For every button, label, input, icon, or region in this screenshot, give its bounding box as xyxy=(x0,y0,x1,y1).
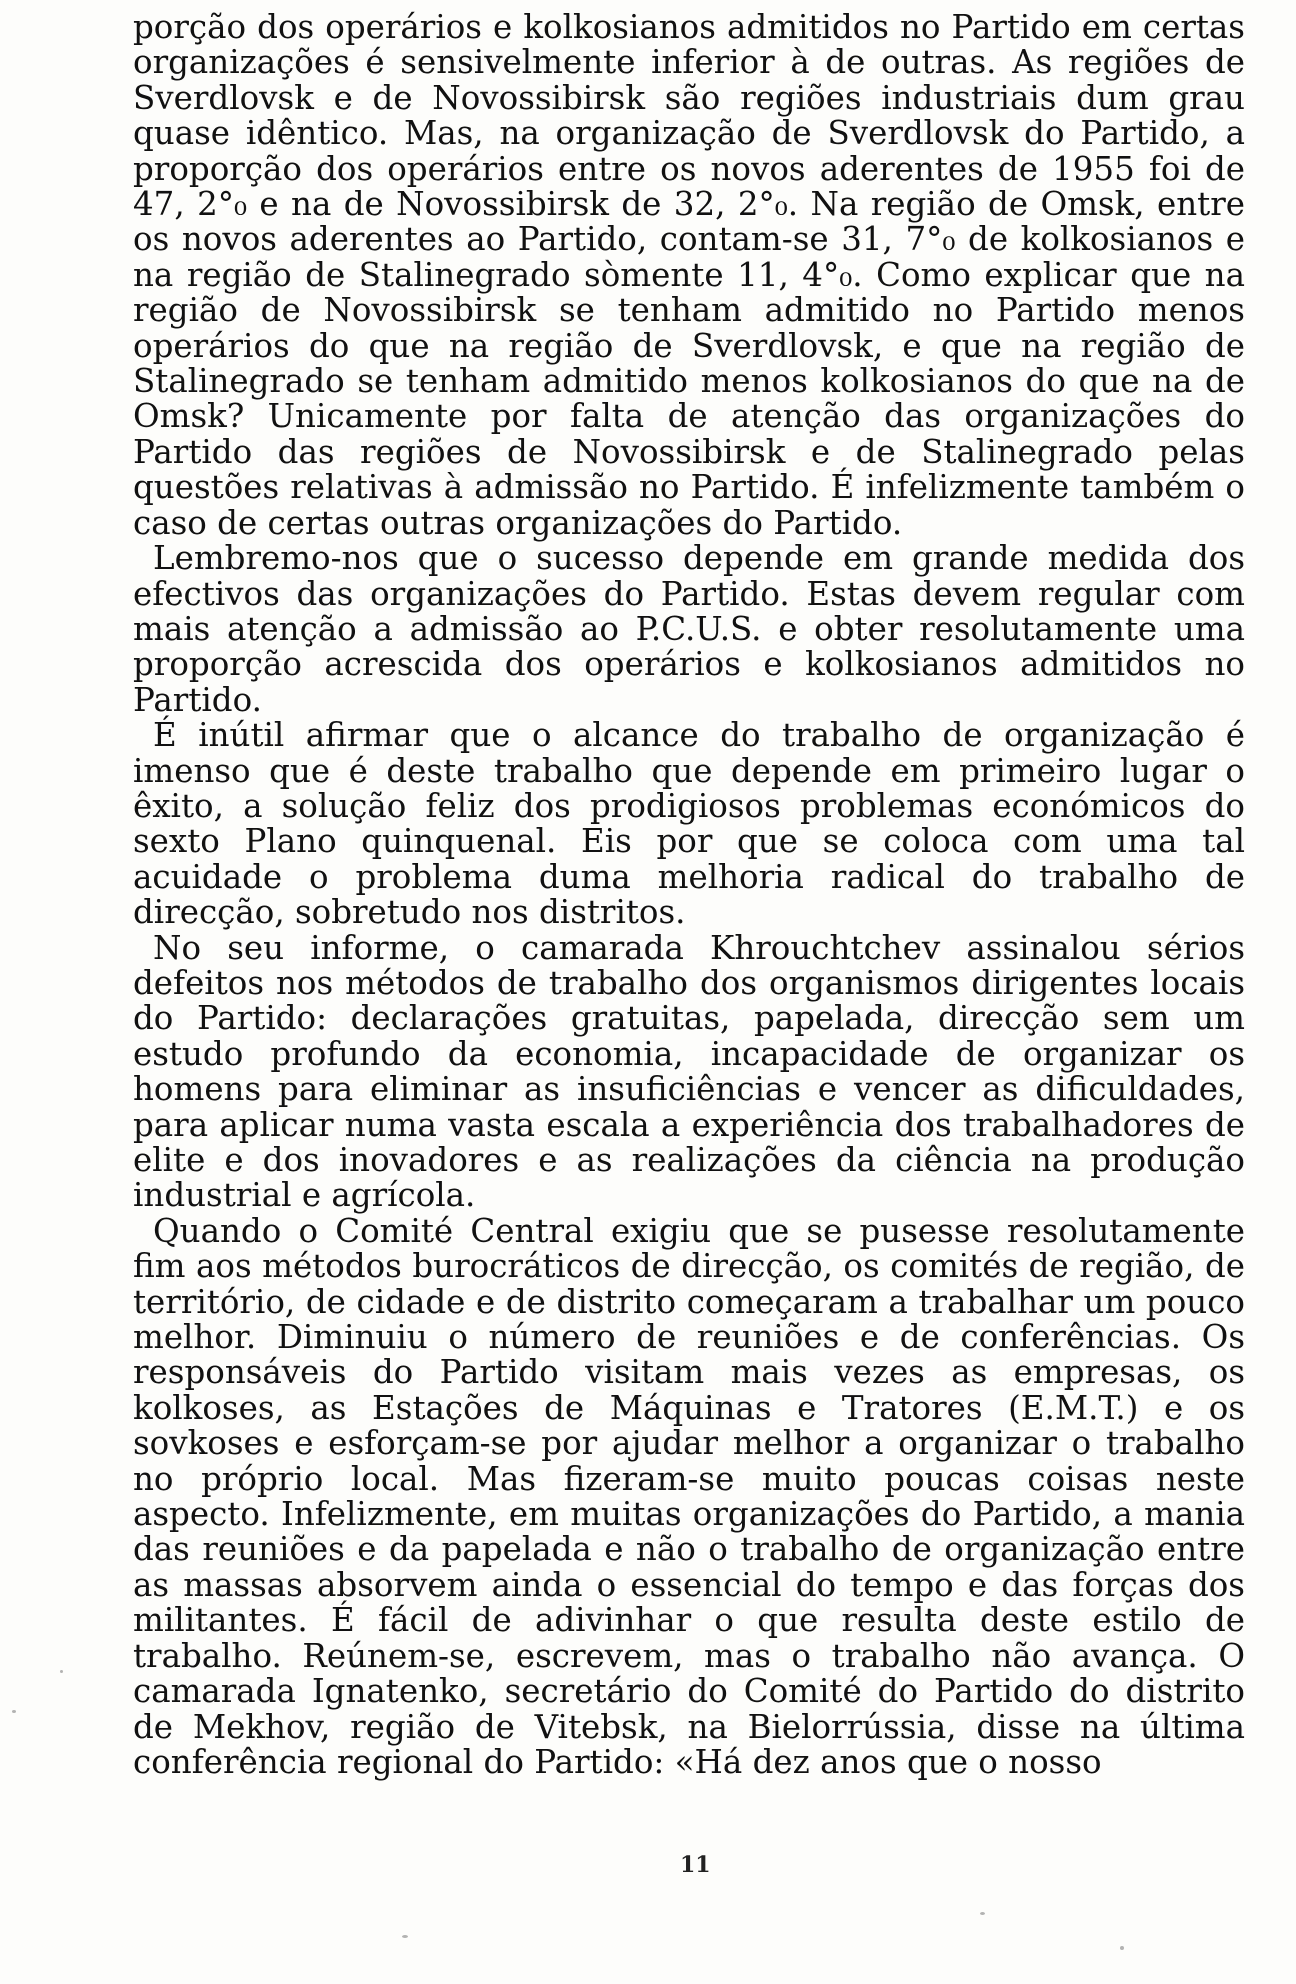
scan-speck xyxy=(60,1670,63,1673)
paragraph-2: Lembremo-nos que o sucesso depende em grande medida dos efectivos das organizações do Partido. Estas devem regular com mais atenção a admissão ao P.C.U.S. e obter resolutamente uma proporção acrescida dos operários e kolkosianos admitidos no Partido. xyxy=(133,539,1245,719)
paragraph-4: No seu informe, o camarada Khrouchtchev assinalou sérios defeitos nos métodos de trabalho dos organismos dirigentes locais do Partido: declarações gratuitas, papelada, direcção sem um estudo profundo da economia, incapacidade de organizar os homens para eliminar as insuficiências e vencer as dificuldades, para aplicar numa vasta escala a experiência dos trabalhadores de elite e dos inovadores e as realizações da ciência na produção industrial e agrícola. xyxy=(133,928,1245,1215)
scan-speck xyxy=(980,1912,985,1915)
paragraph-3: É inútil afirmar que o alcance do trabalho de organização é imenso que é deste trabalho que depende em primeiro lugar o êxito, a solução feliz dos prodigiosos problemas económicos do sexto Plano quinquenal. Eis por que se coloca com uma tal acuidade o problema duma melhoria radical do trabalho de direcção, sobretudo nos distritos. xyxy=(133,716,1245,932)
scan-speck xyxy=(1120,1946,1124,1950)
text-column xyxy=(133,10,1245,1780)
paragraph-1: porção dos operários e kolkosianos admitidos no Partido em certas organizações é sensivelmente inferior à de outras. As regiões de Sverdlovsk e de Novossibirsk são regiões industriais dum grau quase idêntico. Mas, na organização de Sverdlovsk do Partido, a proporção dos operários entre os novos aderentes de 1955 foi de 47, 2°₀ e na de Novossibirsk de 32, 2°₀. Na região de Omsk, entre os novos aderentes ao Partido, contam-se 31, 7°₀ de kolkosianos e na região de Stalinegrado sòmente 11, 4°₀. Como explicar que na região de Novossibirsk se tenham admitido no Partido menos operários do que na região de Sverdlovsk, e que na região de Stalinegrado se tenham admitido menos kolkosianos do que na de Omsk? Unicamente por falta de atenção das organizações do Partido das regiões de Novossibirsk e de Stalinegrado pelas questões relativas à admissão no Partido. É infelizmente também o caso de certas outras organizações do Partido. xyxy=(133,8,1245,542)
scan-speck xyxy=(402,1935,408,1938)
scan-speck xyxy=(12,1710,16,1713)
paragraph-5: Quando o Comité Central exigiu que se pusesse resolutamente fim aos métodos burocráticos de direcção, os comités de região, de território, de cidade e de distrito começaram a trabalhar um pouco melhor. Diminuiu o número de reuniões e de conferências. Os responsáveis do Partido visitam mais vezes as empresas, os kolkoses, as Estações de Máquinas e Tratores (E.M.T.) e os sovkoses e esforçam-se por ajudar melhor a organizar o trabalho no próprio local. Mas fizeram-se muito poucas coisas neste aspecto. Infelizmente, em muitas organizações do Partido, a mania das reuniões e da papelada e não o trabalho de organização entre as massas absorvem ainda o essencial do tempo e das forças dos militantes. É fácil de adivinhar o que resulta deste estilo de trabalho. Reúnem-se, escrevem, mas o trabalho não avança. O camarada Ignatenko, secretário do Comité do Partido do distrito de Mekhov, região de Vitebsk, na Bielorrússia, disse na última conferência regional do Partido: «Há dez anos que o nosso xyxy=(133,1211,1245,1781)
page-number: 11 xyxy=(680,1852,711,1878)
